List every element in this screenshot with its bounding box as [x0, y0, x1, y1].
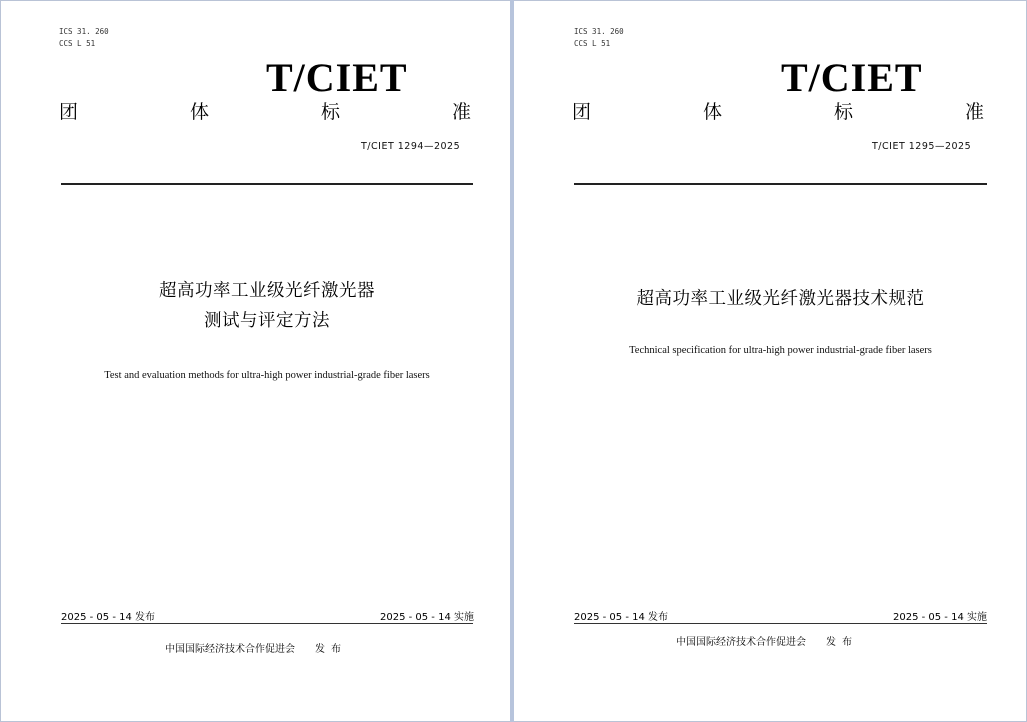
brand-logo-text: T/CIET — [266, 55, 408, 100]
category-char: 团 — [59, 101, 79, 123]
category-char: 标 — [833, 101, 853, 123]
implement-date: 2025 - 05 - 14 实施 — [892, 612, 987, 623]
standard-cover-page-1295 — [514, 1, 1025, 719]
chinese-title-line: 超高功率工业级光纤激光器 — [159, 281, 375, 301]
footer-rule — [574, 623, 987, 624]
implement-date: 2025 - 05 - 14 实施 — [379, 612, 474, 623]
brand-logo-text: T/CIET — [781, 55, 923, 100]
english-title: Technical specification for ultra-high power industrial-grade fiber lasers — [629, 345, 932, 356]
classification-codes — [574, 26, 624, 50]
chinese-title — [574, 284, 987, 314]
publisher-line — [165, 640, 347, 655]
category-char: 体 — [189, 101, 209, 123]
ics-code: ICS 31. 260 — [59, 27, 109, 36]
ics-code: ICS 31. 260 — [574, 27, 624, 36]
standard-number: T/CIET 1295—2025 — [872, 141, 972, 152]
category-char: 团 — [572, 101, 592, 123]
header-rule — [61, 183, 473, 185]
ccs-code: CCS L 51 — [59, 39, 96, 48]
publisher-name: 中国国际经济技术合作促进会 — [165, 644, 295, 655]
publish-verb: 发布 — [315, 644, 347, 655]
category-heading — [59, 101, 471, 123]
header-rule — [574, 183, 987, 185]
category-char: 标 — [320, 101, 340, 123]
ccs-code: CCS L 51 — [574, 39, 611, 48]
publisher-line — [676, 633, 858, 648]
english-title: Test and evaluation methods for ultra-high power industrial-grade fiber lasers — [104, 370, 430, 381]
category-heading — [572, 101, 984, 123]
category-char: 准 — [451, 101, 471, 123]
publish-verb: 发布 — [826, 637, 858, 648]
classification-codes — [59, 26, 109, 50]
standard-cover-page-1294 — [1, 1, 510, 719]
publisher-name: 中国国际经济技术合作促进会 — [676, 637, 806, 648]
standard-number: T/CIET 1294—2025 — [361, 141, 461, 152]
category-char: 体 — [702, 101, 722, 123]
chinese-title-line: 测试与评定方法 — [204, 311, 330, 331]
footer-rule — [61, 623, 473, 624]
chinese-title — [61, 276, 473, 336]
issue-date: 2025 - 05 - 14 发布 — [574, 612, 669, 623]
chinese-title-line: 超高功率工业级光纤激光器技术规范 — [636, 289, 925, 309]
issue-date: 2025 - 05 - 14 发布 — [61, 612, 156, 623]
category-char: 准 — [964, 101, 984, 123]
